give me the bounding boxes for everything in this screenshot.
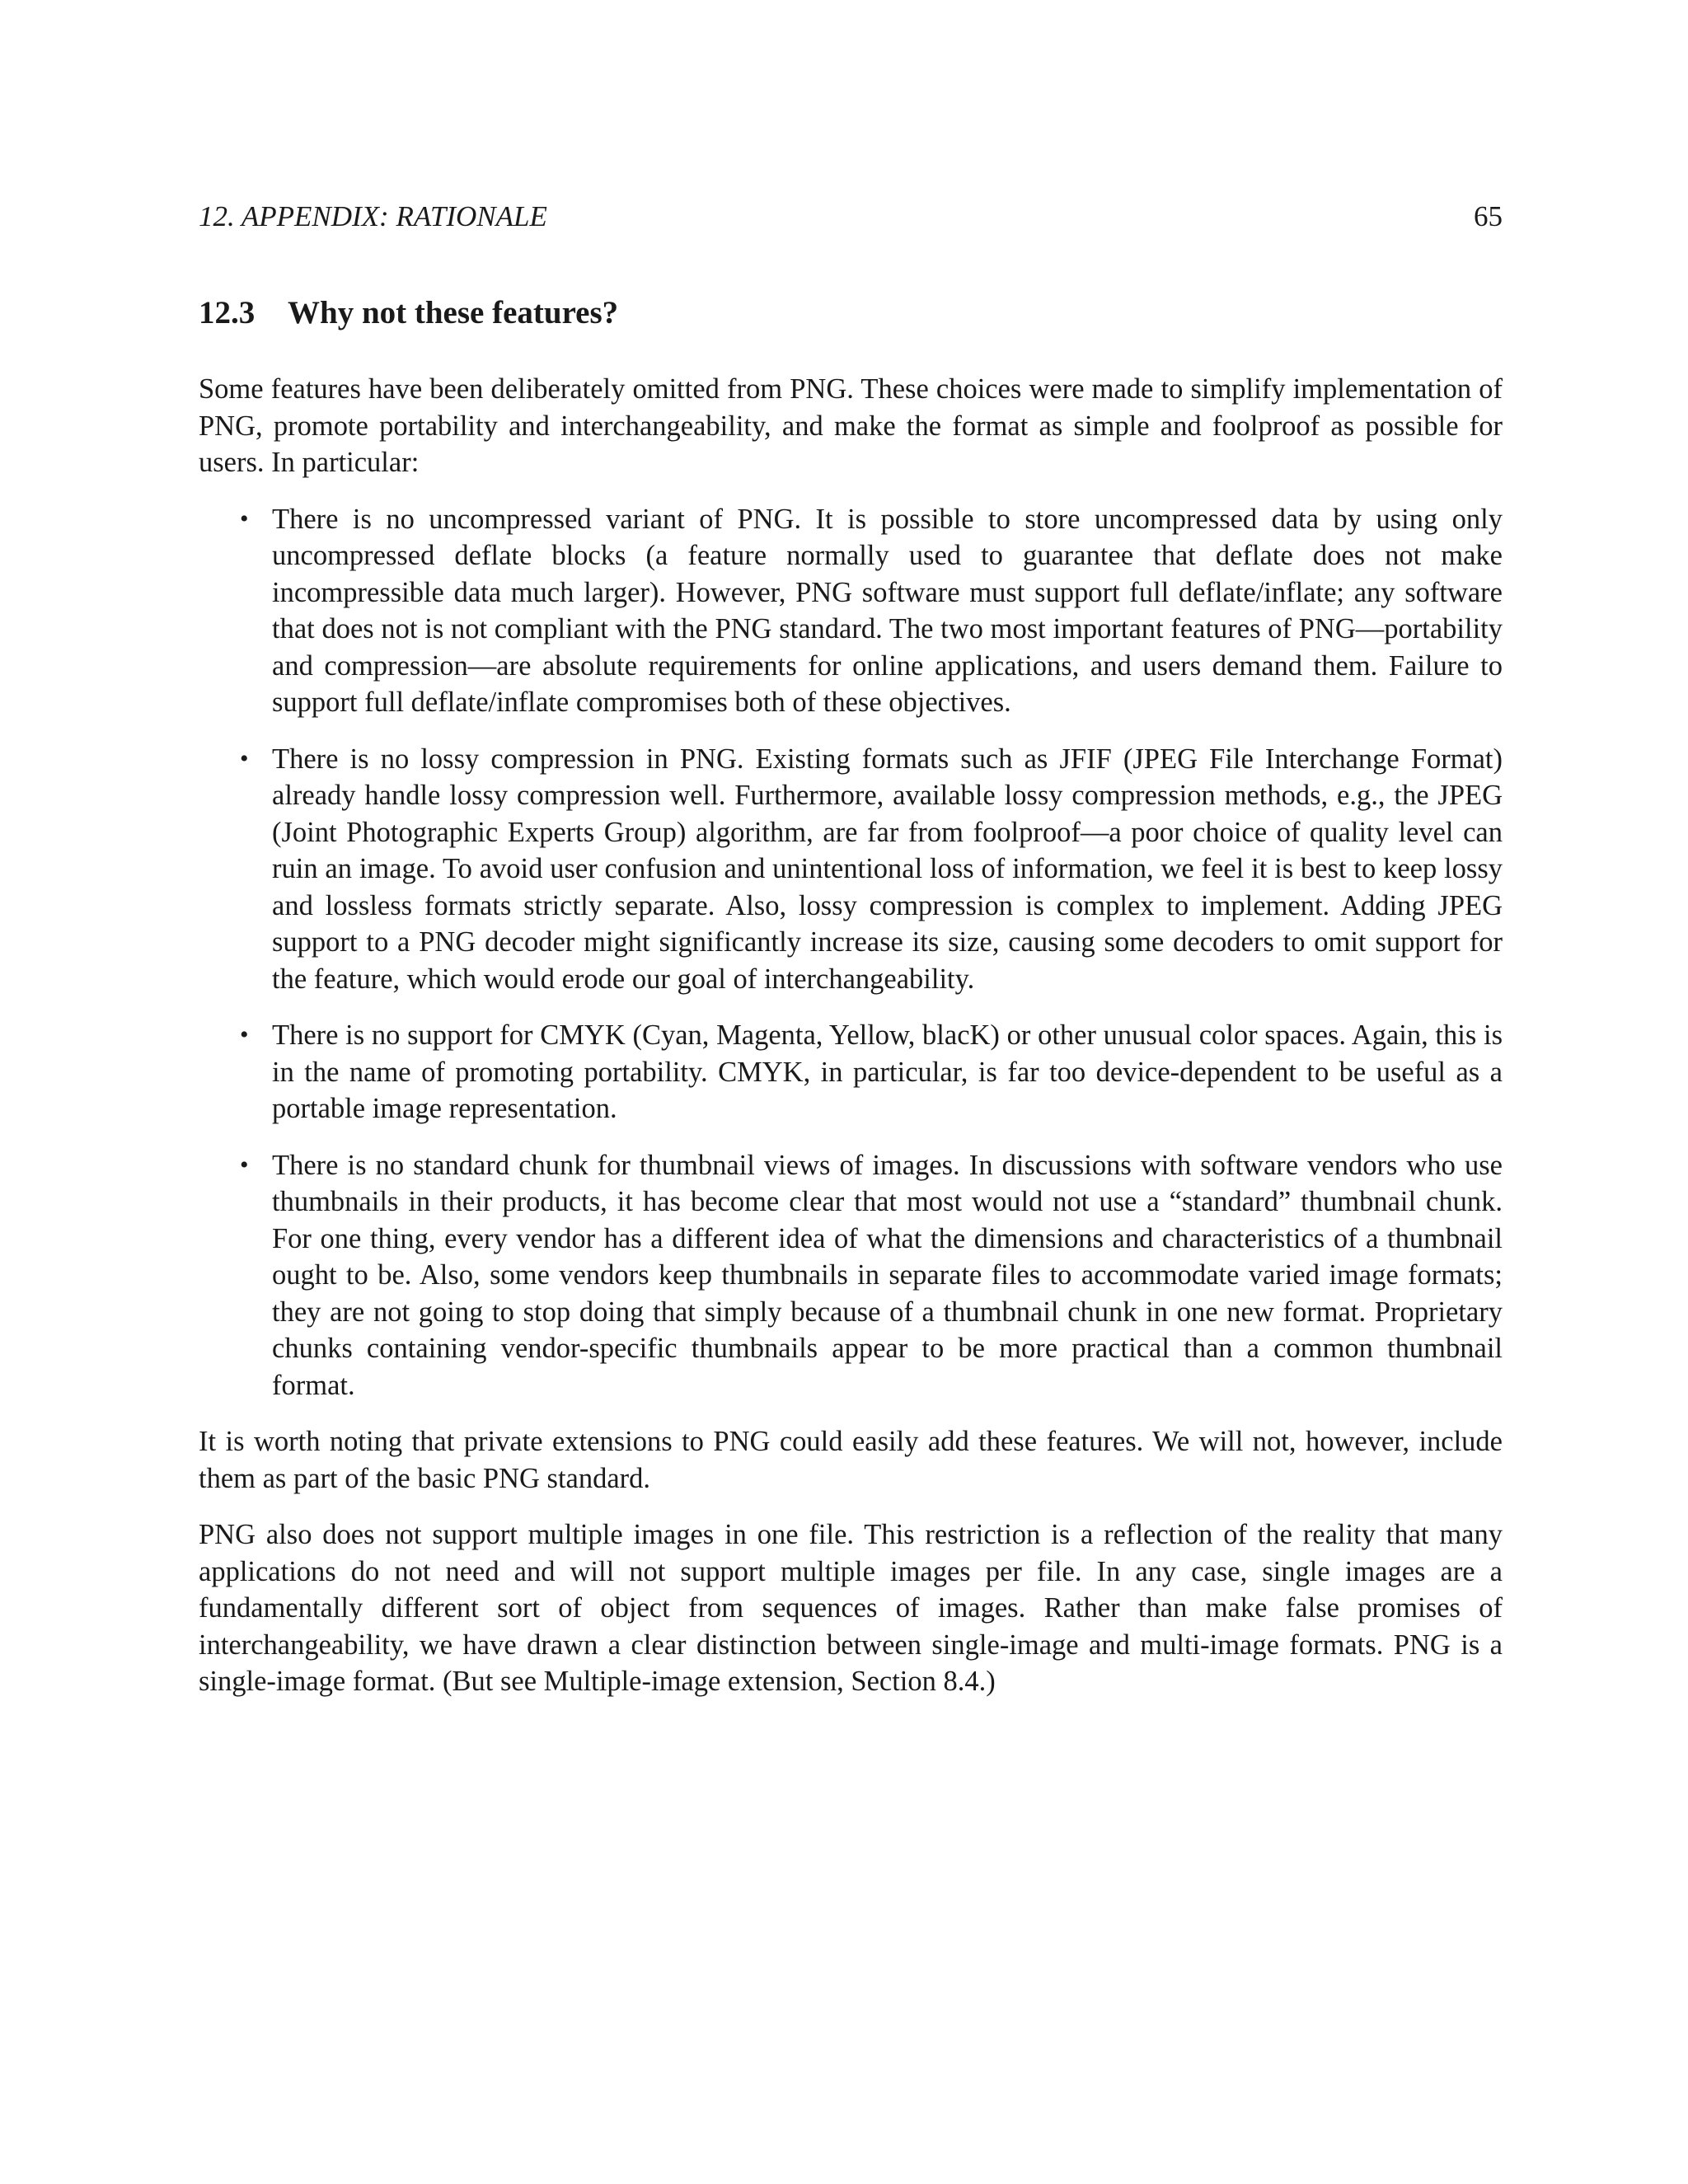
- intro-paragraph: Some features have been deliberately omitted from PNG. These choices were made to simplify implementation of PNG, promote portability and interchangeability, and make the format as simple and foolproof as possible for users. In particular:: [199, 373, 1503, 478]
- list-item: [199, 1017, 1503, 1127]
- list-item: [199, 501, 1503, 721]
- list-item-text: There is no support for CMYK (Cyan, Magenta, Yellow, blacK) or other unusual color spaces. Again, this is in the name of promoting portability. CMYK, in particular, is far too device-dependent to be useful as a portable image representation.: [272, 1019, 1503, 1124]
- bullet-icon: •: [240, 1151, 249, 1179]
- list-item: [199, 1147, 1503, 1404]
- page-number: 65: [1474, 200, 1503, 232]
- multiple-images-paragraph: PNG also does not support multiple images in one file. This restriction is a reflection of the reality that many applications do not need and will not support multiple images per file. In any case, single images are a fundamentally different sort of object from sequences of images. Rather than make false promises of interchangeability, we have drawn a clear distinction between single-image and multi-image formats. PNG is a single-image format. (But see Multiple-image extension, Section 8.4.): [199, 1519, 1503, 1697]
- bullet-icon: •: [240, 504, 249, 532]
- list-item-text: There is no standard chunk for thumbnail views of images. In discussions with software vendors who use thumbnails in their products, it has become clear that most would not use a “standard” thumbnail chunk. For one thing, every vendor has a different idea of what the dimensions and characteristics of a thumbnail ought to be. Also, some vendors keep thumbnails in separate files to accommodate varied image formats; they are not going to stop doing that simply because of a thumbnail chunk in one new format. Proprietary chunks containing vendor-specific thumbnails appear to be more practical than a common thumbnail format.: [272, 1149, 1503, 1401]
- chapter-heading: 12. APPENDIX: RATIONALE: [199, 200, 547, 232]
- bullet-icon: •: [240, 744, 249, 772]
- section-number: 12.3: [199, 295, 256, 330]
- section-body: [199, 371, 1503, 1720]
- extensions-paragraph: It is worth noting that private extensions to PNG could easily add these features. We will not, however, include them as part of the basic PNG standard.: [199, 1426, 1503, 1494]
- list-item-text: There is no lossy compression in PNG. Existing formats such as JFIF (JPEG File Interchange Format) already handle lossy compression well. Furthermore, available lossy compression methods, e.g., the JPEG (Joint Photographic Experts Group) algorithm, are far from foolproof—a poor choice of quality level can ruin an image. To avoid user confusion and unintentional loss of information, we feel it is best to keep lossy and lossless formats strictly separate. Also, lossy compression is complex to implement. Adding JPEG support to a PNG decoder might significantly increase its size, causing some decoders to omit support for the feature, which would erode our goal of interchangeability.: [272, 743, 1503, 995]
- bullet-icon: •: [240, 1021, 249, 1048]
- list-item: [199, 741, 1503, 998]
- list-item-text: There is no uncompressed variant of PNG. It is possible to store uncompressed data by using only uncompressed deflate blocks (a feature normally used to guarantee that deflate does not make incompressible data much larger). However, PNG software must support full deflate/inflate; any software that does not is not compliant with the PNG standard. The two most important features of PNG—portability and compression—are absolute requirements for online applications, and users demand them. Failure to support full deflate/inflate compromises both of these objectives.: [272, 503, 1503, 718]
- omitted-features-list: [199, 501, 1503, 1404]
- running-header: [199, 198, 1503, 236]
- section-title: Why not these features?: [288, 295, 619, 330]
- section-heading: [199, 293, 1503, 334]
